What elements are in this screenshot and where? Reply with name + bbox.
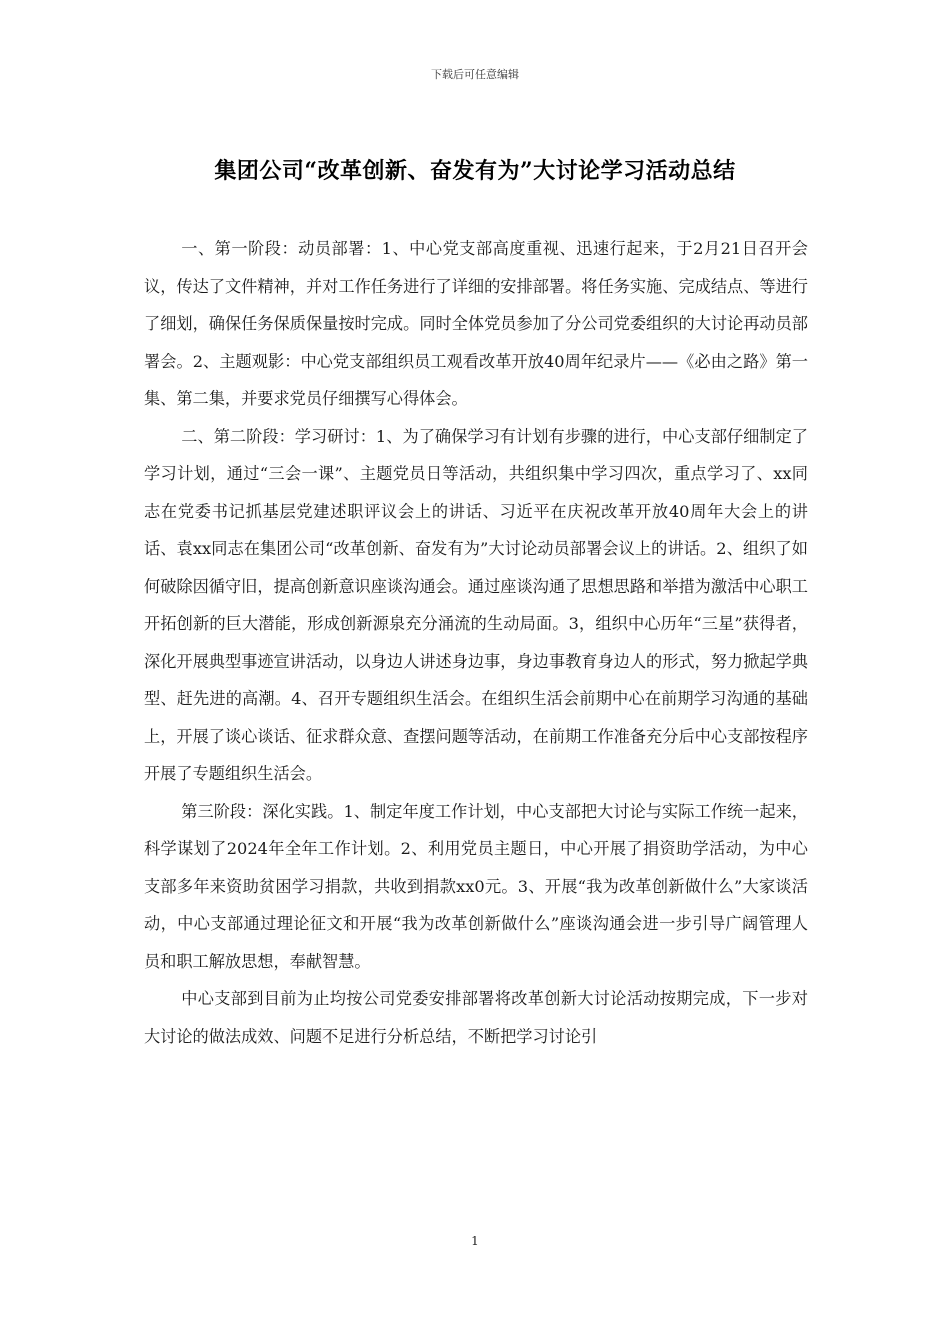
paragraph-stage-three: 第三阶段：深化实践。1、制定年度工作计划，中心支部把大讨论与实际工作统一起来，科学谋划了2024年全年工作计划。2、利用党员主题日，中心开展了捐资助学活动，为中心支部多年来资助贫困学习捐款，共收到捐款xx0元。3、开展“我为改革创新做什么”大家谈活动，中心支部通过理论征文和开展“我为改革创新做什么”座谈沟通会进一步引导广阔管理人员和职工解放思想，奉献智慧。 xyxy=(144,801,808,971)
paragraph-conclusion: 中心支部到目前为止均按公司党委安排部署将改革创新大讨论活动按期完成，下一步对大讨论的做法成效、问题不足进行分析总结，不断把学习讨论引 xyxy=(144,989,808,1046)
page-header: 下载后可任意编辑 xyxy=(431,68,519,81)
paragraph-stage-two: 二、第二阶段：学习研讨：1、为了确保学习有计划有步骤的进行，中心支部仔细制定了学习计划，通过“三会一课”、主题党员日等活动，共组织集中学习四次，重点学习了、xx同志在党委书记抓基层党建述职评议会上的讲话、习近平在庆祝改革开放40周年大会上的讲话、袁xx同志在集团公司“改革创新、奋发有为”大讨论动员部署会议上的讲话。2、组织了如何破除因循守旧，提高创新意识座谈沟通会。通过座谈沟通了思想思路和举措为激活中心职工开拓创新的巨大潜能，形成创新源泉充分涌流的生动局面。3，组织中心历年“三星”获得者，深化开展典型事迹宣讲活动，以身边人讲述身边事，身边事教育身边人的形式，努力掀起学典型、赶先进的高潮。4、召开专题组织生活会。在组织生活会前期中心在前期学习沟通的基础上，开展了谈心谈话、征求群众意、查摆问题等活动，在前期工作准备充分后中心支部按程序开展了专题组织生活会。 xyxy=(144,426,808,783)
document-title: 集团公司“改革创新、奋发有为”大讨论学习活动总结 xyxy=(214,158,736,184)
document-body xyxy=(144,230,808,1055)
paragraph-stage-one: 一、第一阶段：动员部署：1、中心党支部高度重视、迅速行起来，于2月21日召开会议，传达了文件精神，并对工作任务进行了详细的安排部署。将任务实施、完成结点、等进行了细划，确保任务保质保量按时完成。同时全体党员参加了分公司党委组织的大讨论再动员部署会。2、主题观影：中心党支部组织员工观看改革开放40周年纪录片——《必由之路》第一集、第二集，并要求党员仔细撰写心得体会。 xyxy=(144,239,808,408)
page-number: 1 xyxy=(471,1234,479,1248)
